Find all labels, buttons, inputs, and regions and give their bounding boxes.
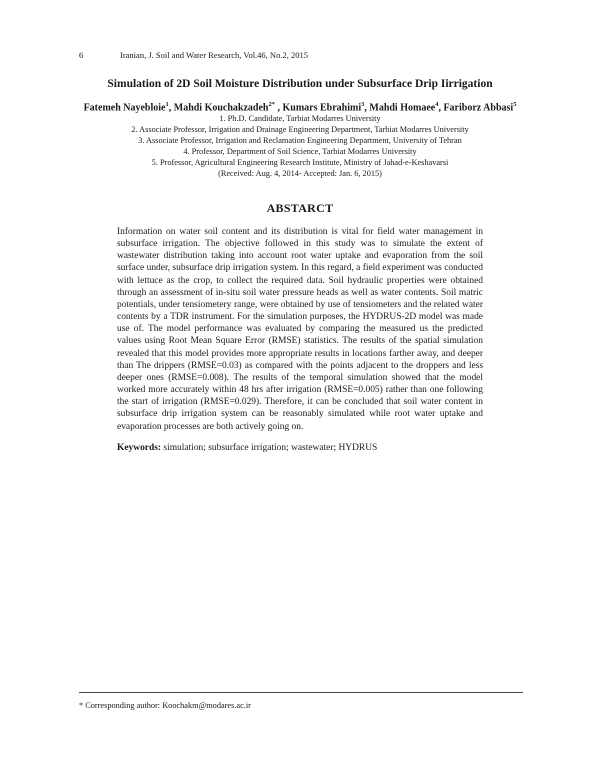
affiliation-item: 4. Professor, Department of Soil Science, Tarbiat Modarres University <box>183 147 417 156</box>
author-separator: , <box>275 102 283 114</box>
author-name: Fariborz Abbasi <box>443 102 514 114</box>
footnote-divider <box>79 692 523 693</box>
author-affiliation-mark: 1 <box>165 101 169 108</box>
affiliation-item: 2. Associate Professor, Irrigation and Drainage Engineering Department, Tarbiat Modarres University <box>131 125 469 134</box>
abstract-heading: ABSTARCT <box>266 201 334 215</box>
author-separator: , <box>168 102 174 114</box>
keywords-label: Keywords: <box>117 443 162 453</box>
author-separator: , <box>364 102 370 114</box>
author-name: Kumars Ebrahimi <box>282 102 362 114</box>
abstract-body: Information on water soil content and its distribution is vital for field water management in subsurface irrigation. The objective followed in this study was to simulate the extent of wastewater distribution taking into account root water uptake and evaporation from the soil surface under, subsurface drip irrigation system. In this regard, a field experiment was conducted with lettuce as the crop, to collect the required data. Soil hydraulic properties were obtained through an assessment of in-situ soil water pressure heads as well as water contents. Soil matric potentials, under tensiometery range, were obtained by use of tensiometers and the related water contents by a TDR instrument. For the simulation purposes, the HYDRUS-2D model was made use of. The model performance was evaluated by comparing the measured us the predicted values using Root Mean Square Error (RMSE) statistics. The results of the spatial simulation revealed that this model provides more appropriate results in locations farther away, and deeper than The drippers (RMSE=0.03) as compared with the points adjacent to the droppers and less deeper ones (RMSE=0.008). The results of the temporal simulation showed that the model worked more accurately within 48 hrs after irrigation (RMSE=0.005) rather than one following the start of irrigation (RMSE=0.029). Therefore, it can be concluded that soil water content in subsurface drip irrigation system can be reasonably simulated while root water uptake and evaporation processes are both actively going on. <box>117 227 483 432</box>
author-name: Fatemeh Nayebloie <box>83 102 166 114</box>
author-name: Mahdi Homaee <box>369 102 436 114</box>
affiliation-item: 3. Associate Professor, Irrigation and Reclamation Engineering Department, University of Tehran <box>138 136 462 145</box>
page-number: 6 <box>79 50 84 60</box>
keywords <box>117 443 483 453</box>
author-name: Mahdi Kouchakzadeh <box>173 102 269 114</box>
keywords-text: simulation; subsurface irrigation; wastewater; HYDRUS <box>161 443 378 453</box>
author-separator: , <box>438 102 444 114</box>
author-affiliation-mark: 2* <box>268 101 275 108</box>
author-affiliation-mark: 3 <box>361 101 365 108</box>
affiliation-list <box>110 113 490 179</box>
affiliation-item: 5. Professor, Agricultural Engineering Research Institute, Ministry of Jahad-e-Keshavarsi <box>151 158 449 167</box>
paper-title: Simulation of 2D Soil Moisture Distribution under Subsurface Drip Iirrigation <box>107 78 493 90</box>
corresponding-author-footnote: * Corresponding author: Koochakm@modares.ac.ir <box>79 701 251 710</box>
running-head: Iranian, J. Soil and Water Research, Vol.46, No.2, 2015 <box>120 50 308 60</box>
author-affiliation-mark: 4 <box>435 101 439 108</box>
received-accepted-dates: (Received: Aug. 4, 2014- Accepted: Jan. 6, 2015) <box>218 169 382 178</box>
author-list <box>60 101 540 113</box>
affiliation-item: 1. Ph.D. Candidate, Tarbiat Modarres University <box>219 114 381 123</box>
author-affiliation-mark: 5 <box>513 101 517 108</box>
